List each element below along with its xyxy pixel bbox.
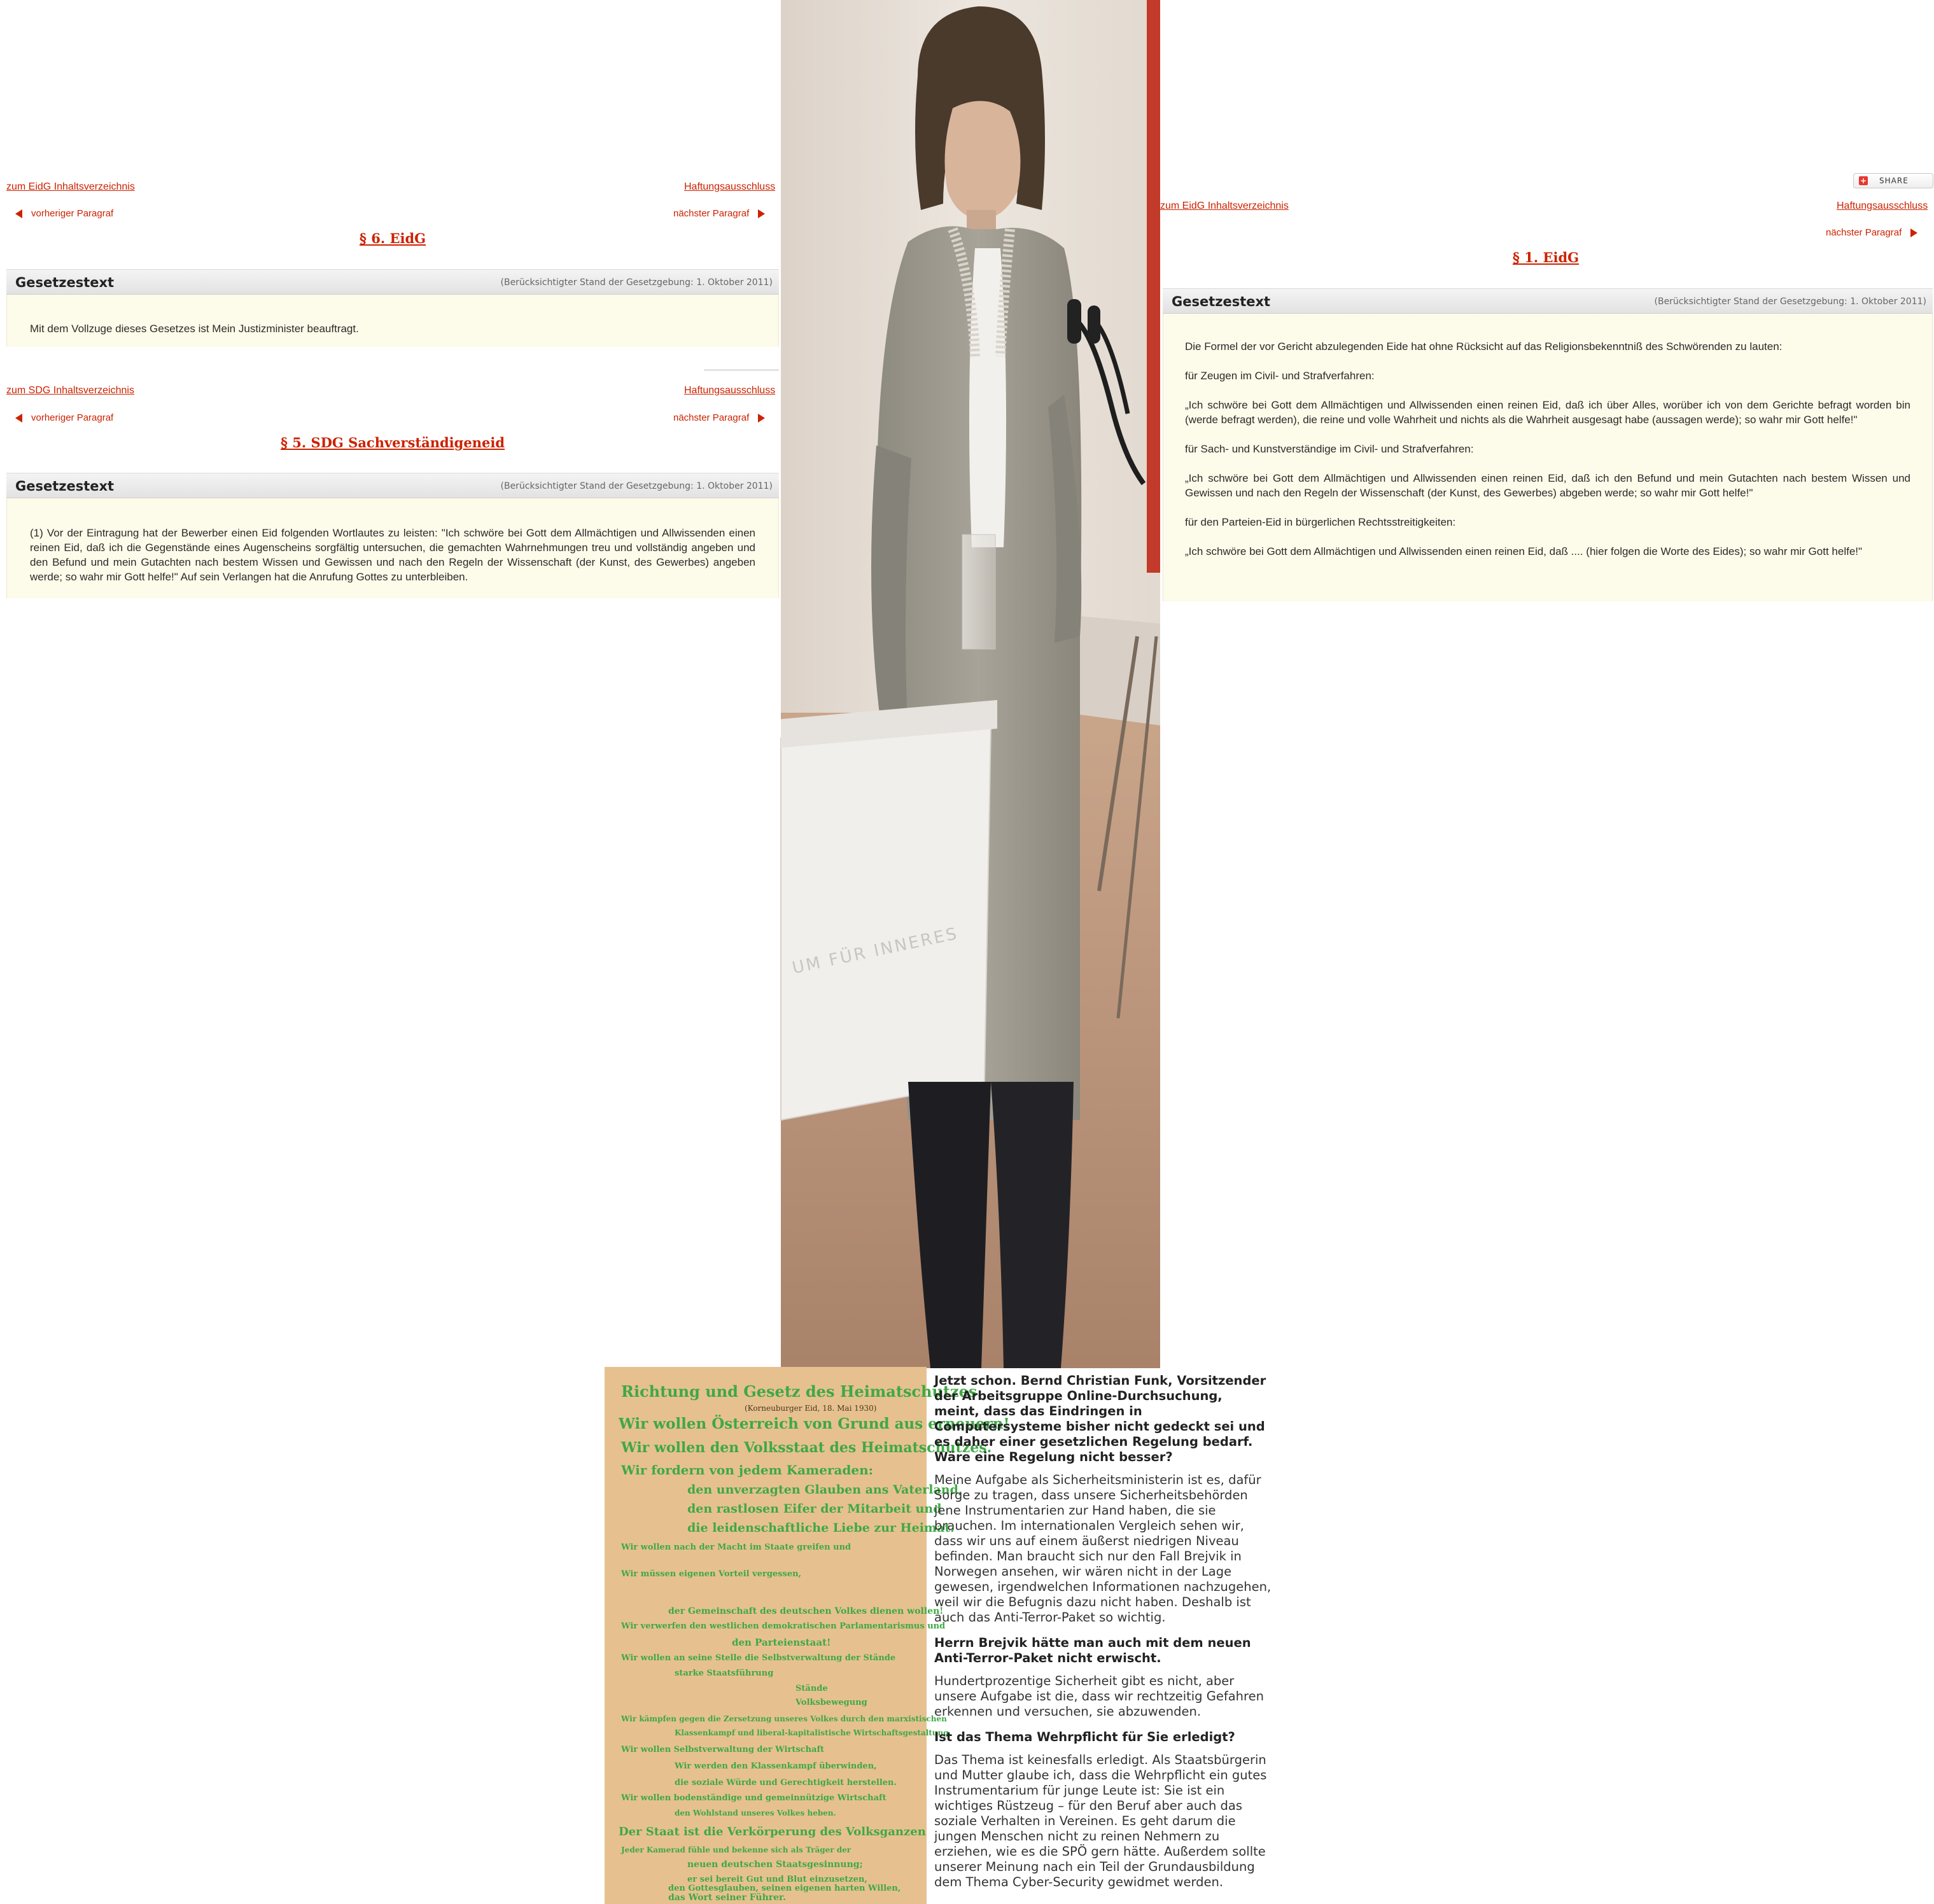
poster-line: Klassenkampf und liberal-kapitalistische Wirtschaftsgestaltung. <box>675 1728 951 1737</box>
law-paragraph: Die Formel der vor Gericht abzulegenden Eide hat ohne Rücksicht auf das Religionsbekenntniß des Schwörenden zu lauten: <box>1185 340 1783 353</box>
law-paragraph: für den Parteien-Eid in bürgerlichen Rechtsstreitigkeiten: <box>1185 516 1456 528</box>
poster-line: den Gottesglauben, seinen eigenen harten Willen, <box>668 1884 901 1893</box>
poster-line: Wir wollen Selbstverwaltung der Wirtschaft <box>621 1745 825 1754</box>
sdg5-next-link[interactable] <box>673 412 765 423</box>
law-paragraph: für Sach- und Kunstverständige im Civil- und Strafverfahren: <box>1185 443 1474 455</box>
poster-line: der Gemeinschaft des deutschen Volkes dienen wollen! <box>668 1606 944 1616</box>
interview-question: Ist das Thema Wehrpflicht für Sie erledigt? <box>934 1730 1235 1744</box>
eidg1-paragraph-title[interactable]: § 1. EidG <box>1512 249 1580 265</box>
law-text: Mit dem Vollzuge dieses Gesetzes ist Mein Justizminister beauftragt. <box>30 323 359 335</box>
eidg6-prev-link[interactable] <box>15 208 113 219</box>
interview-answer: Meine Aufgabe als Sicherheitsministerin ist es, dafür Sorge zu tragen, dass unsere Sicherheitsbehörden jene Instrumentarien zur Hand haben, die sie brauchen. Im internationalen Vergleich sehen wir, dass wir uns auf einem äußerst niedrigen Niveau befinden. Man braucht sich nur den Fall Brejvik in Norwegen ansehen, wir wären nicht in der Lage gewesen, irgendwelchen Informationen nachzugehen, weil wir die Befugnis dazu nicht haben. Deshalb ist auch das Anti-Terror-Paket so wichtig. <box>934 1473 1272 1625</box>
law-paragraph: „Ich schwöre bei Gott dem Allmächtigen und Allwissenden einen reinen Eid, daß .... (hier folgen die Worte des Eides); so wahr mir Gott helfe!" <box>1185 545 1863 557</box>
header-stand: (Berücksichtigter Stand der Gesetzgebung: 1. Oktober 2011) <box>500 481 773 491</box>
interview-answer: Hundertprozentige Sicherheit gibt es nicht, aber unsere Aufgabe ist die, dass wir rechtzeitig Gefahren erkennen und versuchen, sie abzuwenden. <box>934 1674 1264 1719</box>
poster-line: Volksbewegung <box>795 1698 867 1707</box>
share-label: SHARE <box>1879 176 1909 185</box>
eidg1-disclaimer-link[interactable]: Haftungsausschluss <box>1837 200 1928 211</box>
interview-question: Herrn Brejvik hätte man auch mit dem neuen Anti-Terror-Paket nicht erwischt. <box>934 1635 1251 1665</box>
poster-line: neuen deutschen Staatsgesinnung; <box>687 1859 863 1870</box>
eidg1-next-link[interactable] <box>1826 227 1917 238</box>
eidg6-body <box>6 295 779 347</box>
law-paragraph: „Ich schwöre bei Gott dem Allmächtigen und Allwissenden einen reinen Eid, daß ich über Alles, worüber ich von dem Gerichte befragt worden bin (werde befragt werden), die reine und volle Wahrheit und nichts als die Wahrheit ausgesagt habe (aussagen werde); so wahr mir Gott helfe!" <box>1185 399 1910 426</box>
prev-label: vorheriger Paragraf <box>31 412 114 423</box>
poster-line: die leidenschaftliche Liebe zur Heimat. <box>687 1521 955 1535</box>
poster-line: Wir verwerfen den westlichen demokratischen Parlamentarismus und <box>621 1621 946 1631</box>
poster-line: Wir wollen bodenständige und gemeinnützige Wirtschaft <box>621 1793 886 1803</box>
poster-line: Wir werden den Klassenkampf überwinden, <box>675 1761 877 1771</box>
sdg5-prev-link[interactable] <box>15 412 113 423</box>
divider <box>704 369 779 371</box>
poster-line: Wir wollen nach der Macht im Staate greifen und <box>621 1543 851 1552</box>
next-label: nächster Paragraf <box>673 412 750 423</box>
press-photo <box>781 0 1160 1368</box>
poster-line: Wir kämpfen gegen die Zersetzung unseres Volkes durch den marxistischen <box>621 1714 947 1723</box>
arrow-right-icon <box>758 414 765 423</box>
eidg1-header <box>1163 288 1933 314</box>
law-paragraph: „Ich schwöre bei Gott dem Allmächtigen und Allwissenden einen reinen Eid, daß ich den Befund und mein Gutachten nach bestem Wissen und Gewissen und nach den Regeln der Wissenschaft (der Kunst, des Gewerbes) abgeben werde; so wahr mir Gott helfe!" <box>1185 472 1910 499</box>
arrow-left-icon <box>15 414 22 423</box>
eidg1-toc-link[interactable]: zum EidG Inhaltsverzeichnis <box>1160 200 1289 211</box>
header-title: Gesetzestext <box>1172 294 1271 309</box>
interview-answer: Das Thema ist keinesfalls erledigt. Als Staatsbürgerin und Mutter glaube ich, dass die Wehrpflicht ein gutes Instrumentarium für junge Leute ist: Sie ist ein wichtiges Rüstzeug – für den Beruf aber auch das soziale Verhalten in Vereinen. Es geht darum die jungen Menschen nicht zu reinen Nehmern zu erziehen, wie es die SPÖ gern hätte. Außerdem sollte unserer Meinung nach ein Teil der Grundausbildung dem Thema Cyber-Security gewidmet werden. <box>934 1753 1267 1889</box>
poster-line: Wir wollen Österreich von Grund aus erneuern! <box>619 1415 1010 1432</box>
lectern-text: UM FÜR INNERES <box>790 924 960 978</box>
header-title: Gesetzestext <box>15 275 115 290</box>
header-stand: (Berücksichtigter Stand der Gesetzgebung: 1. Oktober 2011) <box>500 277 773 288</box>
poster-line: er sei bereit Gut und Blut einzusetzen, <box>687 1875 867 1884</box>
interview-text <box>934 1373 1272 1900</box>
arrow-left-icon <box>15 209 22 218</box>
poster-line: Wir wollen den Volksstaat des Heimatschutzes. <box>621 1439 992 1456</box>
arrow-right-icon <box>1910 228 1917 237</box>
next-label: nächster Paragraf <box>673 208 750 219</box>
poster-line: den unverzagten Glauben ans Vaterland, <box>687 1483 963 1497</box>
law-paragraph: für Zeugen im Civil- und Strafverfahren: <box>1185 370 1375 382</box>
prev-label: vorheriger Paragraf <box>31 208 114 219</box>
header-title: Gesetzestext <box>15 479 115 494</box>
poster-line: den Wohlstand unseres Volkes heben. <box>675 1809 836 1817</box>
poster-line: den Parteienstaat! <box>732 1637 831 1648</box>
oath-poster <box>605 1367 1010 1904</box>
poster-subtitle: (Korneuburger Eid, 18. Mai 1930) <box>745 1404 877 1413</box>
eidg6-next-link[interactable] <box>673 208 765 219</box>
eidg1-body <box>1163 314 1933 601</box>
eidg6-paragraph-title[interactable]: § 6. EidG <box>359 230 426 246</box>
poster-line: den rastlosen Eifer der Mitarbeit und <box>687 1502 942 1516</box>
poster-line: die soziale Würde und Gerechtigkeit herstellen. <box>675 1778 897 1788</box>
eidg6-toc-link[interactable]: zum EidG Inhaltsverzeichnis <box>6 181 135 192</box>
next-label: nächster Paragraf <box>1826 227 1902 238</box>
eidg6-disclaimer-link[interactable]: Haftungsausschluss <box>684 181 776 192</box>
sdg5-paragraph-title[interactable]: § 5. SDG Sachverständigeneid <box>281 435 505 451</box>
header-stand: (Berücksichtigter Stand der Gesetzgebung: 1. Oktober 2011) <box>1654 297 1926 307</box>
share-button[interactable] <box>1853 173 1933 188</box>
sdg5-body <box>6 498 779 598</box>
poster-line: Stände <box>795 1684 828 1693</box>
poster-line: Jeder Kamerad fühle und bekenne sich als Träger der <box>621 1845 851 1854</box>
poster-title: Richtung und Gesetz des Heimatschutzes. <box>621 1382 983 1401</box>
law-text: (1) Vor der Eintragung hat der Bewerber einen Eid folgenden Wortlautes zu leisten: "Ich schwöre bei Gott dem Allmächtigen und Allwissenden einen reinen Eid, daß ich die Gegenstände eines Augenscheins sorgfältig untersuchen, die gemachten Wahrnehmungen treu und vollständig angeben und den Befund und mein Gutachten nach bestem Wissen und Gewissen und nach den Regeln der Wissenschaft (der Kunst, des Gewerbes) angeben werde; so wahr mir Gott helfe!" Auf sein Verlangen hat die Anrufung Gottes zu unterbleiben. <box>30 527 755 583</box>
poster-line: Wir müssen eigenen Vorteil vergessen, <box>621 1569 802 1579</box>
poster-line: Wir fordern von jedem Kameraden: <box>621 1462 874 1478</box>
plus-icon: + <box>1860 176 1867 185</box>
sdg5-header <box>6 473 779 498</box>
poster-line: Der Staat ist die Verkörperung des Volksganzen <box>619 1825 926 1838</box>
eidg6-header <box>6 269 779 295</box>
poster-line: das Wort seiner Führer. <box>668 1893 786 1903</box>
poster-line: Wir wollen an seine Stelle die Selbstverwaltung der Stände <box>621 1653 896 1663</box>
sdg5-disclaimer-link[interactable]: Haftungsausschluss <box>684 385 776 396</box>
poster-line: starke Staatsführung <box>675 1669 774 1678</box>
sdg5-toc-link[interactable]: zum SDG Inhaltsverzeichnis <box>6 385 134 396</box>
arrow-right-icon <box>758 209 765 218</box>
interview-question: Jetzt schon. Bernd Christian Funk, Vorsitzender der Arbeitsgruppe Online-Durchsuchung, meint, dass das Eindringen in Computersysteme bisher nicht gedeckt sei und es daher einer gesetzlichen Regelung bedarf. Wäre eine Regelung nicht besser? <box>934 1373 1266 1464</box>
